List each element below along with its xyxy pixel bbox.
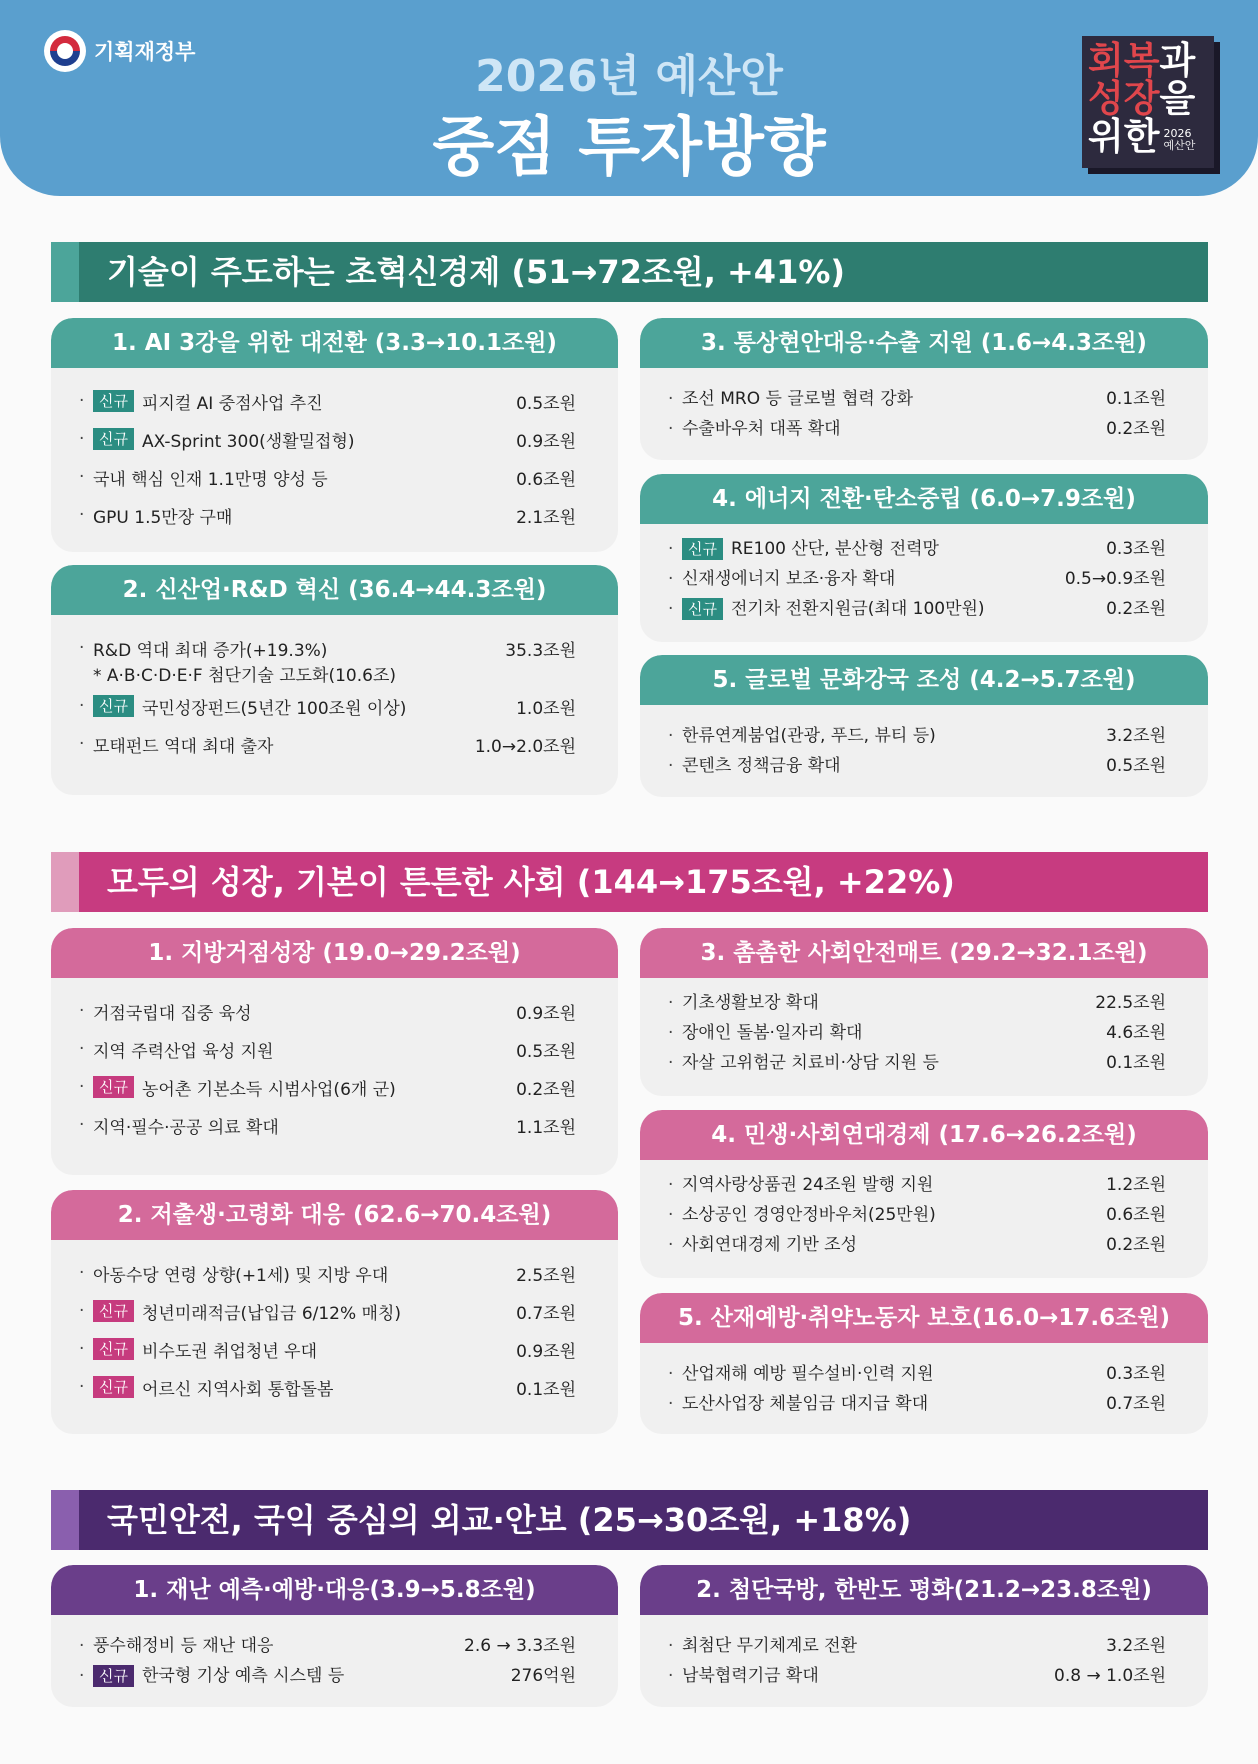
list-item bbox=[79, 382, 576, 420]
item-amount: 4.6조원 bbox=[1106, 1022, 1166, 1043]
item-label: GPU 1.5만장 구매 bbox=[93, 507, 233, 528]
list-item bbox=[79, 1068, 576, 1106]
budget-card bbox=[51, 1565, 618, 1707]
list-item-note bbox=[79, 659, 576, 687]
item-label: 지역사랑상품권 24조원 발행 지원 bbox=[682, 1174, 934, 1195]
list-item bbox=[79, 1631, 576, 1661]
item-label: 청년미래적금(납입금 6/12% 매칭) bbox=[141, 1303, 402, 1324]
item-label: RE100 산단, 분산형 전력망 bbox=[730, 538, 939, 559]
item-label: 피지컬 AI 중점사업 추진 bbox=[141, 393, 323, 414]
item-amount: 2.6 → 3.3조원 bbox=[464, 1635, 576, 1656]
new-badge: 신규 bbox=[93, 1076, 134, 1098]
item-amount: 0.3조원 bbox=[1106, 1363, 1166, 1384]
item-list bbox=[640, 1615, 1208, 1691]
list-item bbox=[668, 1661, 1166, 1691]
section-tab bbox=[51, 1490, 79, 1550]
item-amount: 3.2조원 bbox=[1106, 1635, 1166, 1656]
bullet-icon: · bbox=[79, 1115, 85, 1135]
budget-card bbox=[51, 565, 618, 795]
item-amount: 1.1조원 bbox=[516, 1117, 576, 1138]
item-name bbox=[682, 1393, 1106, 1414]
list-item bbox=[668, 384, 1166, 414]
item-label: 지역·필수·공공 의료 확대 bbox=[93, 1117, 279, 1138]
new-badge: 신규 bbox=[93, 390, 134, 412]
item-list bbox=[640, 1160, 1208, 1260]
item-label: 소상공인 경영안정바우처(25만원) bbox=[682, 1204, 936, 1225]
item-name bbox=[93, 1337, 516, 1362]
bullet-icon: · bbox=[79, 1377, 85, 1397]
item-name bbox=[93, 1037, 516, 1062]
item-amount: 0.5조원 bbox=[1106, 755, 1166, 776]
item-name bbox=[93, 1635, 464, 1656]
item-amount: 0.5→0.9조원 bbox=[1064, 568, 1166, 589]
item-label: 장애인 돌봄·일자리 확대 bbox=[682, 1022, 863, 1043]
item-label: 콘텐츠 정책금융 확대 bbox=[682, 755, 841, 776]
list-item bbox=[79, 1330, 576, 1368]
bullet-icon: · bbox=[668, 725, 674, 746]
item-amount: 1.0조원 bbox=[516, 698, 576, 719]
item-label: 한국형 기상 예측 시스템 등 bbox=[141, 1665, 345, 1686]
item-name bbox=[682, 598, 1106, 620]
item-name bbox=[682, 1363, 1106, 1384]
item-name bbox=[682, 568, 1065, 589]
list-item bbox=[668, 1631, 1166, 1661]
item-name bbox=[93, 1075, 516, 1100]
item-amount: 22.5조원 bbox=[1095, 992, 1166, 1013]
badge-text: 과 bbox=[1159, 39, 1196, 82]
bullet-icon: · bbox=[668, 1234, 674, 1255]
card-title: 4. 민생·사회연대경제 (17.6→26.2조원) bbox=[640, 1110, 1208, 1160]
card-title: 1. 지방거점성장 (19.0→29.2조원) bbox=[51, 928, 618, 978]
bullet-icon: · bbox=[79, 1301, 85, 1321]
item-name bbox=[93, 389, 516, 414]
item-label: 어르신 지역사회 통합돌봄 bbox=[141, 1379, 334, 1400]
item-name bbox=[682, 1022, 1106, 1043]
item-amount: 0.2조원 bbox=[1106, 598, 1166, 619]
item-list bbox=[640, 978, 1208, 1078]
budget-badge bbox=[1082, 36, 1214, 168]
item-label: 아동수당 연령 상향(+1세) 및 지방 우대 bbox=[93, 1265, 389, 1286]
list-item bbox=[79, 1661, 576, 1691]
list-item bbox=[668, 1170, 1166, 1200]
bullet-icon: · bbox=[79, 1635, 85, 1656]
item-amount: 0.3조원 bbox=[1106, 538, 1166, 559]
item-label: 모태펀드 역대 최대 출자 bbox=[93, 736, 274, 757]
item-name bbox=[93, 661, 576, 686]
new-badge: 신규 bbox=[682, 598, 723, 620]
new-badge: 신규 bbox=[93, 1665, 134, 1687]
item-amount: 1.2조원 bbox=[1106, 1174, 1166, 1195]
bullet-icon: · bbox=[668, 538, 674, 559]
bullet-icon: · bbox=[79, 1039, 85, 1059]
item-name bbox=[682, 992, 1095, 1013]
section-title: 기술이 주도하는 초혁신경제 (51→72조원, +41%) bbox=[79, 242, 1208, 302]
card-title: 5. 산재예방·취약노동자 보호(16.0→17.6조원) bbox=[640, 1293, 1208, 1343]
section-title: 국민안전, 국익 중심의 외교·안보 (25→30조원, +18%) bbox=[79, 1490, 1208, 1550]
item-name bbox=[682, 1234, 1106, 1255]
bullet-icon: · bbox=[668, 755, 674, 776]
bullet-icon: · bbox=[79, 391, 85, 411]
item-list bbox=[640, 524, 1208, 624]
item-name bbox=[682, 1174, 1106, 1195]
list-item bbox=[79, 420, 576, 458]
card-title: 5. 글로벌 문화강국 조성 (4.2→5.7조원) bbox=[640, 655, 1208, 705]
item-list bbox=[51, 1240, 618, 1406]
card-title: 2. 저출생·고령화 대응 (62.6→70.4조원) bbox=[51, 1190, 618, 1240]
list-item bbox=[668, 988, 1166, 1018]
bullet-icon: · bbox=[668, 1022, 674, 1043]
list-item bbox=[79, 1030, 576, 1068]
list-item bbox=[79, 1254, 576, 1292]
page-subtitle: 2026년 예산안 bbox=[475, 51, 783, 102]
section-tab bbox=[51, 852, 79, 912]
list-item bbox=[668, 594, 1166, 624]
badge-text: 성장 bbox=[1088, 77, 1160, 120]
item-amount: 0.2조원 bbox=[1106, 1234, 1166, 1255]
item-name bbox=[93, 732, 475, 757]
item-amount: 35.3조원 bbox=[505, 640, 576, 661]
list-item bbox=[668, 1018, 1166, 1048]
item-name bbox=[682, 1635, 1106, 1656]
item-label: 사회연대경제 기반 조성 bbox=[682, 1234, 858, 1255]
item-name bbox=[682, 755, 1106, 776]
budget-card bbox=[640, 1565, 1208, 1707]
section-header bbox=[51, 852, 1208, 912]
section-title: 모두의 성장, 기본이 튼튼한 사회 (144→175조원, +22%) bbox=[79, 852, 1208, 912]
item-label: 국민성장펀드(5년간 100조원 이상) bbox=[141, 698, 407, 719]
badge-year-sub: 예산안 bbox=[1163, 139, 1196, 152]
item-name bbox=[682, 538, 1106, 560]
card-title: 2. 첨단국방, 한반도 평화(21.2→23.8조원) bbox=[640, 1565, 1208, 1615]
item-name bbox=[93, 999, 516, 1024]
item-label: AX-Sprint 300(생활밀접형) bbox=[141, 431, 355, 452]
item-label: 조선 MRO 등 글로벌 협력 강화 bbox=[682, 388, 914, 409]
bullet-icon: · bbox=[79, 1263, 85, 1283]
bullet-icon: · bbox=[668, 598, 674, 619]
bullet-icon: · bbox=[79, 1001, 85, 1021]
new-badge: 신규 bbox=[93, 428, 134, 450]
item-name bbox=[93, 1113, 516, 1138]
item-name bbox=[93, 1665, 511, 1687]
budget-card bbox=[640, 655, 1208, 797]
page-header bbox=[0, 0, 1258, 196]
item-label: * A·B·C·D·E·F 첨단기술 고도화(10.6조) bbox=[93, 665, 396, 686]
card-title: 3. 통상현안대응·수출 지원 (1.6→4.3조원) bbox=[640, 318, 1208, 368]
budget-card bbox=[640, 928, 1208, 1096]
item-amount: 0.8 → 1.0조원 bbox=[1054, 1665, 1166, 1686]
item-name bbox=[682, 418, 1106, 439]
item-name bbox=[682, 1665, 1054, 1686]
item-amount: 0.5조원 bbox=[516, 393, 576, 414]
bullet-icon: · bbox=[668, 1363, 674, 1384]
list-item bbox=[668, 534, 1166, 564]
badge-text: 을 bbox=[1159, 77, 1196, 120]
bullet-icon: · bbox=[79, 1339, 85, 1359]
item-label: 산업재해 예방 필수설비·인력 지원 bbox=[682, 1363, 934, 1384]
budget-card bbox=[640, 318, 1208, 460]
item-list bbox=[51, 1615, 618, 1691]
item-amount: 0.6조원 bbox=[1106, 1204, 1166, 1225]
bullet-icon: · bbox=[79, 1077, 85, 1097]
item-label: R&D 역대 최대 증가(+19.3%) bbox=[93, 640, 328, 661]
new-badge: 신규 bbox=[93, 1376, 134, 1398]
item-amount: 0.2조원 bbox=[516, 1079, 576, 1100]
bullet-icon: · bbox=[79, 638, 85, 658]
item-list bbox=[640, 368, 1208, 444]
item-list bbox=[51, 978, 618, 1144]
item-amount: 0.1조원 bbox=[1106, 1052, 1166, 1073]
bullet-icon: · bbox=[668, 1204, 674, 1225]
new-badge: 신규 bbox=[93, 1338, 134, 1360]
list-item bbox=[79, 725, 576, 763]
item-label: 남북협력기금 확대 bbox=[682, 1665, 819, 1686]
list-item bbox=[668, 1359, 1166, 1389]
item-label: 도산사업장 체불임금 대지급 확대 bbox=[682, 1393, 929, 1414]
item-amount: 0.6조원 bbox=[516, 469, 576, 490]
item-amount: 0.1조원 bbox=[516, 1379, 576, 1400]
bullet-icon: · bbox=[79, 429, 85, 449]
item-label: 수출바우처 대폭 확대 bbox=[682, 418, 841, 439]
item-name bbox=[93, 636, 505, 661]
list-item bbox=[668, 1048, 1166, 1078]
item-list bbox=[640, 1343, 1208, 1419]
page-title: 중점 투자방향 bbox=[432, 111, 826, 185]
item-list bbox=[640, 705, 1208, 781]
list-item bbox=[79, 1292, 576, 1330]
item-name bbox=[93, 427, 516, 452]
budget-card bbox=[51, 928, 618, 1175]
item-amount: 0.2조원 bbox=[1106, 418, 1166, 439]
budget-card bbox=[640, 1293, 1208, 1434]
ministry-name: 기획재정부 bbox=[94, 40, 196, 64]
item-amount: 0.7조원 bbox=[1106, 1393, 1166, 1414]
new-badge: 신규 bbox=[93, 695, 134, 717]
item-amount: 1.0→2.0조원 bbox=[474, 736, 576, 757]
item-label: 국내 핵심 인재 1.1만명 양성 등 bbox=[93, 469, 328, 490]
item-label: 지역 주력산업 육성 지원 bbox=[93, 1041, 274, 1062]
budget-card bbox=[640, 474, 1208, 642]
list-item bbox=[668, 564, 1166, 594]
bullet-icon: · bbox=[668, 388, 674, 409]
item-name bbox=[93, 1261, 516, 1286]
card-title: 1. 재난 예측·예방·대응(3.9→5.8조원) bbox=[51, 1565, 618, 1615]
item-name bbox=[93, 694, 516, 719]
item-label: 신재생에너지 보조·융자 확대 bbox=[682, 568, 896, 589]
item-label: 비수도권 취업청년 우대 bbox=[141, 1341, 318, 1362]
list-item bbox=[79, 1368, 576, 1406]
list-item bbox=[668, 721, 1166, 751]
item-label: 풍수해정비 등 재난 대응 bbox=[93, 1635, 274, 1656]
new-badge: 신규 bbox=[93, 1300, 134, 1322]
item-list bbox=[51, 615, 618, 763]
bullet-icon: · bbox=[668, 1174, 674, 1195]
item-label: 기초생활보장 확대 bbox=[682, 992, 819, 1013]
new-badge: 신규 bbox=[682, 538, 723, 560]
item-name bbox=[93, 503, 516, 528]
budget-card bbox=[51, 318, 618, 552]
list-item bbox=[668, 1389, 1166, 1419]
bullet-icon: · bbox=[668, 418, 674, 439]
card-title: 4. 에너지 전환·탄소중립 (6.0→7.9조원) bbox=[640, 474, 1208, 524]
list-item bbox=[79, 992, 576, 1030]
bullet-icon: · bbox=[668, 1052, 674, 1073]
item-amount: 0.9조원 bbox=[516, 1341, 576, 1362]
list-item bbox=[79, 1106, 576, 1144]
item-amount: 276억원 bbox=[510, 1665, 576, 1686]
item-amount: 0.9조원 bbox=[516, 1003, 576, 1024]
bullet-icon: · bbox=[668, 568, 674, 589]
list-item bbox=[668, 1200, 1166, 1230]
item-amount: 0.7조원 bbox=[516, 1303, 576, 1324]
bullet-icon: · bbox=[79, 1665, 85, 1686]
card-title: 2. 신산업·R&D 혁신 (36.4→44.3조원) bbox=[51, 565, 618, 615]
bullet-icon: · bbox=[668, 1665, 674, 1686]
bullet-icon: · bbox=[668, 992, 674, 1013]
list-item bbox=[668, 751, 1166, 781]
bullet-icon: · bbox=[79, 467, 85, 487]
list-item bbox=[79, 687, 576, 725]
item-amount: 2.1조원 bbox=[516, 507, 576, 528]
item-name bbox=[682, 1052, 1106, 1073]
badge-text: 위한 bbox=[1088, 115, 1160, 158]
card-title: 1. AI 3강을 위한 대전환 (3.3→10.1조원) bbox=[51, 318, 618, 368]
item-list bbox=[51, 368, 618, 534]
item-name bbox=[93, 1299, 516, 1324]
item-name bbox=[682, 388, 1106, 409]
item-label: 거점국립대 집중 육성 bbox=[93, 1003, 252, 1024]
bullet-icon: · bbox=[668, 1393, 674, 1414]
section-header bbox=[51, 242, 1208, 302]
list-item bbox=[668, 414, 1166, 444]
item-label: 전기차 전환지원금(최대 100만원) bbox=[730, 598, 985, 619]
bullet-icon: · bbox=[668, 1635, 674, 1656]
list-item bbox=[79, 496, 576, 534]
list-item bbox=[79, 458, 576, 496]
item-label: 자살 고위험군 치료비·상담 지원 등 bbox=[682, 1052, 939, 1073]
item-label: 최첨단 무기체계로 전환 bbox=[682, 1635, 858, 1656]
item-amount: 2.5조원 bbox=[516, 1265, 576, 1286]
section-header bbox=[51, 1490, 1208, 1550]
item-name bbox=[682, 1204, 1106, 1225]
bullet-icon: · bbox=[79, 696, 85, 716]
item-amount: 0.9조원 bbox=[516, 431, 576, 452]
item-label: 한류연계붐업(관광, 푸드, 뷰티 등) bbox=[682, 725, 936, 746]
bullet-icon: · bbox=[79, 505, 85, 525]
bullet-icon: · bbox=[79, 734, 85, 754]
badge-text: 회복 bbox=[1088, 39, 1160, 82]
item-name bbox=[93, 465, 516, 490]
badge-year: 2026 bbox=[1163, 127, 1192, 140]
item-amount: 0.1조원 bbox=[1106, 388, 1166, 409]
budget-card bbox=[640, 1110, 1208, 1278]
item-name bbox=[93, 1375, 516, 1400]
section-tab bbox=[51, 242, 79, 302]
list-item bbox=[668, 1230, 1166, 1260]
card-title: 3. 촘촘한 사회안전매트 (29.2→32.1조원) bbox=[640, 928, 1208, 978]
item-name bbox=[682, 725, 1106, 746]
item-amount: 0.5조원 bbox=[516, 1041, 576, 1062]
item-amount: 3.2조원 bbox=[1106, 725, 1166, 746]
item-label: 농어촌 기본소득 시범사업(6개 군) bbox=[141, 1079, 396, 1100]
budget-card bbox=[51, 1190, 618, 1434]
